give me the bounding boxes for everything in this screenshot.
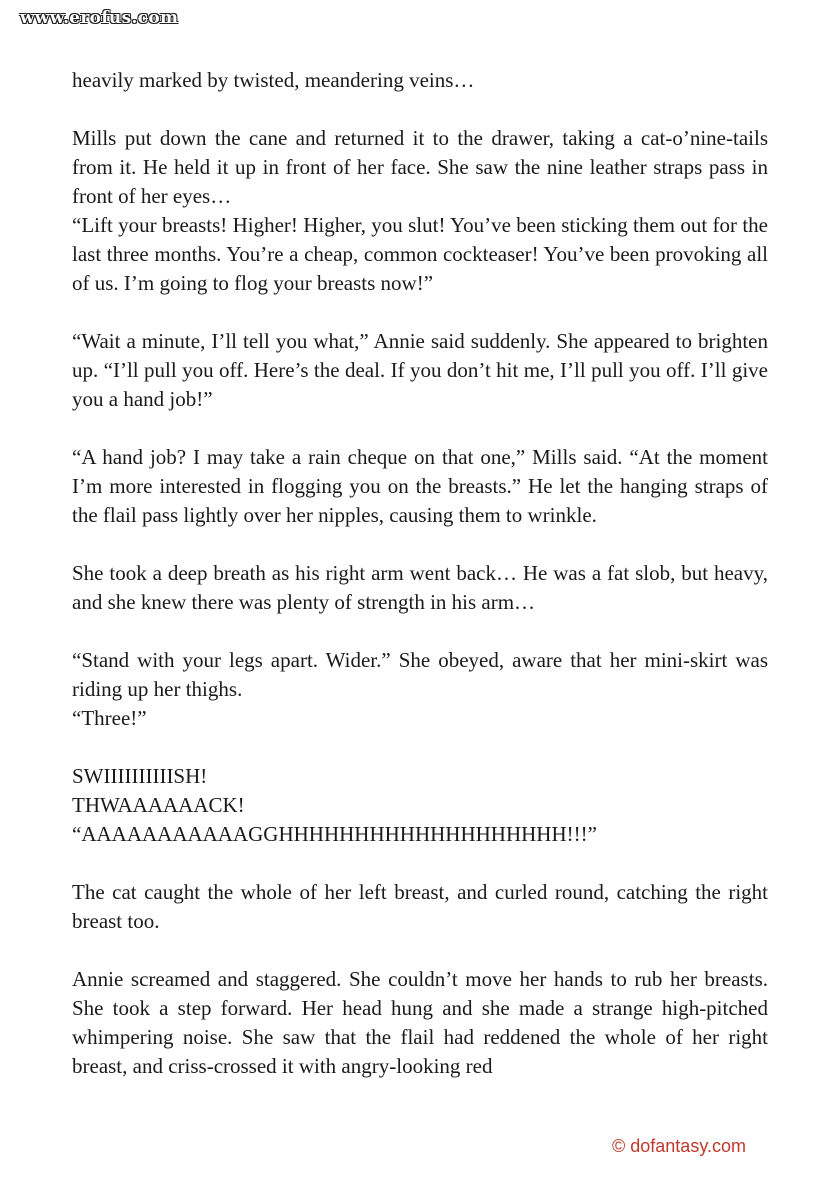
line: “Stand with your legs apart. Wider.” She obeyed, aware that her mini-skirt was riding up her thighs. (72, 648, 768, 701)
line: Annie screamed and staggered. She couldn’t move her hands to rub her breasts. She took a step forward. Her head hung and she made a strange high-pitched whimpering noise. She saw that the flail had reddened the whole of her right breast, and criss-crossed it with angry-looking red (72, 967, 768, 1078)
paragraph-4 (72, 443, 768, 530)
line: SWIIIIIIIIIISH! (72, 764, 208, 788)
paragraph-3 (72, 327, 768, 414)
line: The cat caught the whole of her left breast, and curled round, catching the right breast too. (72, 880, 768, 933)
line: THWAAAAAACK! (72, 793, 245, 817)
paragraph-2 (72, 124, 768, 298)
line: heavily marked by twisted, meandering veins… (72, 68, 475, 92)
line: “Wait a minute, I’ll tell you what,” Annie said suddenly. She appeared to brighten up. “I’ll pull you off. Here’s the deal. If you don’t hit me, I’ll pull you off. I’ll give you a hand job!” (72, 329, 768, 411)
watermark-logo: www.erofus.com (20, 8, 179, 28)
paragraph-8 (72, 878, 768, 936)
copyright-footer: © dofantasy.com (612, 1136, 746, 1156)
paragraph-7 (72, 762, 768, 849)
line: “Lift your breasts! Higher! Higher, you slut! You’ve been sticking them out for the last three months. You’re a cheap, common cockteaser! You’ve been provoking all of us. I’m going to flog your breasts now!” (72, 213, 768, 295)
paragraph-5 (72, 559, 768, 617)
page-text (72, 66, 768, 1110)
paragraph-1 (72, 66, 768, 95)
line: Mills put down the cane and returned it to the drawer, taking a cat-o’nine-tails from it. He held it up in front of her face. She saw the nine leather straps pass in front of her eyes… (72, 126, 768, 208)
line: “A hand job? I may take a rain cheque on that one,” Mills said. “At the moment I’m more interested in flogging you on the breasts.” He let the hanging straps of the flail pass lightly over her nipples, causing them to wrinkle. (72, 445, 768, 527)
paragraph-9 (72, 965, 768, 1081)
paragraph-6 (72, 646, 768, 733)
line: “Three!” (72, 706, 147, 730)
line: She took a deep breath as his right arm went back… He was a fat slob, but heavy, and she knew there was plenty of strength in his arm… (72, 561, 768, 614)
line: “AAAAAAAAAAAGGHHHHHHHHHHHHHHHHHHH!!!” (72, 822, 597, 846)
